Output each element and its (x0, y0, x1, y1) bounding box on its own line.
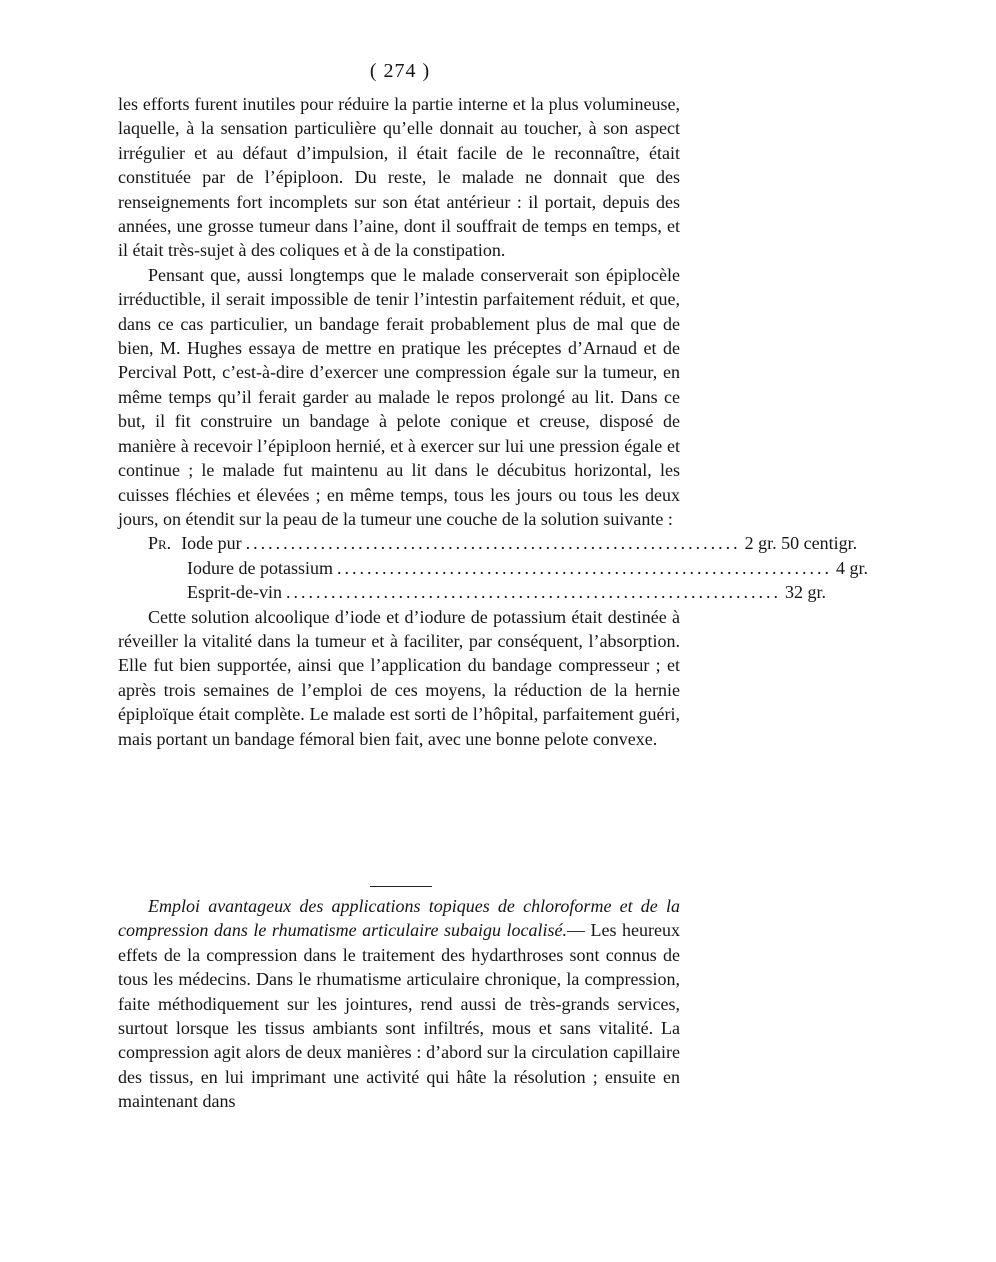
prescription (118, 531, 868, 604)
ingredient-quantity: 32 gr. (784, 582, 826, 603)
prescription-line (118, 531, 858, 555)
paragraph-rheumatism: Les heureux effets de la compression dans le traitement des hydarthroses sont connus de tous les médecins. Dans le rhumatisme articulaire chronique, la compression, faite méthodiquement sur les jointures, rend aussi de très-grands services, surtout lorsque les tissus ambiants sont infiltrés, mous et sans vitalité. La compression agit alors de deux manières : d’abord sur la circulation capillaire des tissus, en lui imprimant une activité qui hâte la résolution ; ensuite en maintenant dans (118, 920, 681, 1112)
paragraph-result: Cette solution alcoolique d’iode et d’iodure de potassium était destinée à réveiller la vitalité dans la tumeur et à faciliter, par conséquent, l’absorption. Elle fut bien supportée, ainsi que l’application du bandage compresseur ; et après trois semaines de l’emploi de ces moyens, la réduction de la hernie épiploïque était complète. Le malade est sorti de l’hôpital, parfaitement guéri, mais portant un bandage fémoral bien fait, avec une bonne pelote convexe. (118, 606, 680, 749)
page-number: ( 274 ) (369, 60, 431, 82)
ingredient-name: Iodure de potassium (187, 557, 333, 578)
main-text (118, 92, 868, 751)
ingredient-name: Esprit-de-vin (187, 582, 282, 603)
dot-leader: .................................................................. (336, 557, 832, 578)
section-text (118, 894, 680, 1114)
prescription-line (118, 556, 868, 580)
section-divider (370, 886, 432, 887)
section-dash: — (566, 920, 585, 941)
section-heading (118, 894, 680, 1114)
ingredient-quantity: 2 gr. 50 centigr. (744, 533, 858, 554)
paragraph-treatment: Pensant que, aussi longtemps que le malade conserverait son épiplocèle irréductible, il serait impossible de tenir l’intestin parfaitement réduit, et que, dans ce cas particulier, un bandage ferait probablement plus de mal que de bien, M. Hughes essaya de mettre en pratique les préceptes d’Arnaud et de Percival Pott, c’est-à-dire d’exercer une compression égale sur la tumeur, en même temps qu’il ferait garder au malade le repos prolongé au lit. Dans ce but, il fit construire un bandage à pelote conique et creuse, disposé de manière à recevoir l’épiploon hernié, et à exercer sur lui une pression égale et continue ; le malade fut maintenu au lit dans le décubitus horizontal, les cuisses fléchies et élevées ; en même temps, tous les jours ou tous les deux jours, on étendit sur la peau de la tumeur une couche de la solution suivante : (118, 264, 680, 529)
section-title: Emploi avantageux des applications topiques de chloroforme et de la compression dans le rhumatisme articulaire subaigu localisé. (118, 896, 680, 941)
paragraph-continued: les efforts furent inutiles pour réduire la partie interne et la plus volumineuse, laquelle, à la sensation particulière qu’elle donnait au toucher, à son aspect irrégulier et au défaut d’impulsion, il était facile de le reconnaître, était constituée par de l’épiploon. Du reste, le malade ne donnait que des renseignements fort incomplets sur son état antérieur : il portait, depuis des années, une grosse tumeur dans l’aine, dont il souffrait de temps en temps, et il était très-sujet à des coliques et à de la constipation. (118, 94, 680, 261)
dot-leader: .................................................................. (245, 533, 741, 554)
dot-leader: .................................................................. (285, 582, 781, 603)
prescription-line (118, 580, 826, 604)
ingredient-quantity: 4 gr. (835, 557, 868, 578)
ingredient-name: Iode pur (181, 533, 242, 554)
prescription-prefix: Pr. (148, 533, 172, 554)
